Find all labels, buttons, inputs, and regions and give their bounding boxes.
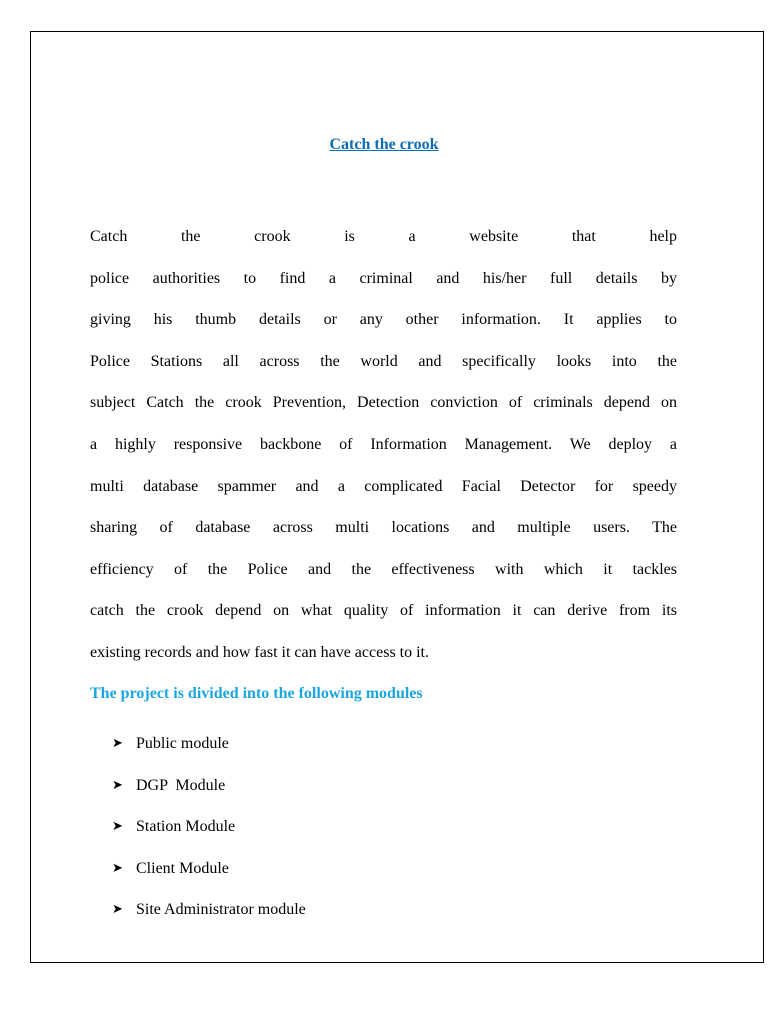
module-list-item (112, 733, 306, 775)
arrow-bullet-icon: ➤ (112, 736, 123, 751)
body-line: efficiency of the Police and the effectiveness with which it tackles (90, 560, 677, 578)
body-line: giving his thumb details or any other information. It applies to (90, 311, 677, 329)
body-line: Police Stations all across the world and specifically looks into the (90, 352, 677, 370)
document-title: Catch the crook (329, 136, 439, 153)
modules-heading: The project is divided into the following modules (90, 685, 423, 702)
body-line: multi database spammer and a complicated Facial Detector for speedy (90, 477, 677, 495)
arrow-bullet-icon: ➤ (112, 777, 123, 793)
body-line: sharing of database across multi locations and multiple users. The (90, 519, 677, 537)
body-line: existing records and how fast it can have access to it. (90, 643, 429, 661)
body-line: a highly responsive backbone of Information Management. We deploy a (90, 435, 677, 453)
arrow-bullet-icon: ➤ (112, 860, 123, 876)
arrow-bullet-icon: ➤ (112, 819, 123, 834)
body-line: catch the crook depend on what quality of information it can derive from its (90, 602, 677, 620)
body-paragraph (90, 216, 677, 674)
module-list (112, 733, 306, 941)
body-line: police authorities to find a criminal and his/her full details by (90, 269, 677, 287)
module-list-item (112, 816, 306, 858)
module-list-item (112, 775, 306, 817)
arrow-bullet-icon: ➤ (112, 902, 123, 917)
module-list-item (112, 899, 306, 941)
module-label: DGP Module (136, 776, 226, 794)
body-line: subject Catch the crook Prevention, Detection conviction of criminals depend on (90, 394, 677, 412)
module-label: Client Module (136, 859, 229, 877)
body-line: Catch the crook is a website that help (90, 228, 677, 245)
module-label: Public module (136, 735, 229, 752)
module-label: Station Module (136, 818, 236, 835)
module-label: Site Administrator module (136, 901, 306, 918)
module-list-item (112, 858, 306, 900)
